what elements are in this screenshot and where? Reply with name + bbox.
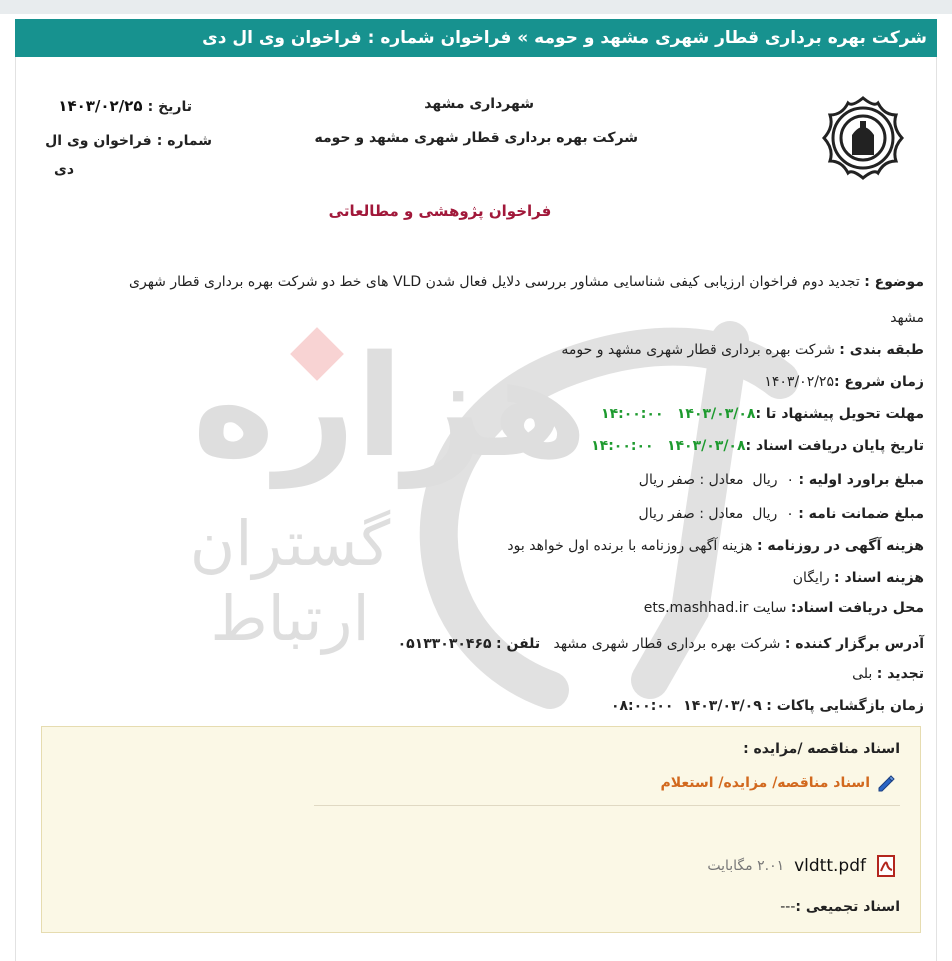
pdf-file-icon — [876, 855, 896, 877]
number-value: فراخوان وی ال — [45, 133, 152, 149]
estimate-label: مبلغ براورد اولیه : — [798, 472, 924, 488]
subject-value: تجدید دوم فراخوان ارزیابی کیفی شناسایی مشاور بررسی دلایل فعال شدن VLD های خط دو شرکت بهره برداری قطار شهری — [129, 274, 860, 290]
phone-label: تلفن : — [496, 636, 541, 652]
page-title-bar — [15, 19, 937, 57]
docs-link[interactable]: اسناد مناقصه/ مزایده/ استعلام — [660, 775, 870, 791]
ad-cost-value: هزینه آگهی روزنامه با برنده اول خواهد بود — [507, 538, 753, 554]
doc-cost-label: هزینه اسناد : — [834, 570, 924, 586]
aggregate-row — [780, 899, 900, 915]
number-label: شماره : — [156, 133, 212, 149]
opening-row — [611, 696, 924, 716]
edit-pencil-icon — [876, 773, 896, 793]
doc-end-label: تاریخ پایان دریافت اسناد : — [745, 438, 924, 454]
deadline-date: ۱۴۰۳/۰۳/۰۸ — [676, 406, 756, 422]
mashhad-municipality-logo — [816, 93, 910, 183]
documents-box — [41, 726, 921, 933]
org-line-2: شرکت بهره برداری قطار شهری مشهد و حومه — [314, 130, 638, 146]
start-row — [764, 372, 924, 392]
organizer-row — [398, 634, 924, 654]
guarantee-value: ۰ ریال معادل : صفر ریال — [638, 506, 794, 522]
renewal-label: تجدید : — [876, 666, 924, 682]
renewal-row — [852, 664, 924, 684]
doc-end-time: ۱۴:۰۰:۰۰ — [591, 438, 654, 454]
ad-cost-label: هزینه آگهی در روزنامه : — [756, 538, 924, 554]
estimate-value: ۰ ریال معادل : صفر ریال — [638, 472, 794, 488]
doc-place-value[interactable]: سایت ets.mashhad.ir — [643, 600, 787, 616]
docs-divider — [314, 805, 900, 806]
file-name-link[interactable]: vldtt.pdf — [794, 856, 866, 876]
file-row[interactable] — [707, 855, 896, 877]
aggregate-label: اسناد تجمیعی : — [795, 899, 900, 915]
org-line-1: شهرداری مشهد — [424, 96, 534, 112]
start-label: زمان شروع : — [833, 374, 924, 390]
doc-place-label: محل دریافت اسناد: — [790, 600, 924, 616]
doc-cost-value: رایگان — [792, 570, 830, 586]
watermark-main-text: هزاره — [192, 326, 588, 489]
deadline-time: ۱۴:۰۰:۰۰ — [601, 406, 664, 422]
estimate-row — [639, 470, 924, 490]
opening-label: زمان بازگشایی پاکات : — [766, 698, 924, 714]
deadline-label: مهلت تحویل پیشنهاد تا : — [755, 406, 924, 422]
subject-label: موضوع : — [864, 274, 924, 290]
file-size: ۲.۰۱ مگابایت — [707, 858, 785, 874]
ad-cost-row — [507, 536, 924, 556]
date-label: تاریخ : — [147, 99, 192, 115]
opening-value: ۱۴۰۳/۰۳/۰۹ ۰۸:۰۰:۰۰ — [610, 698, 762, 714]
aggregate-value: --- — [780, 899, 796, 915]
organizer-label: آدرس برگزار کننده : — [784, 636, 924, 652]
number-value-continued: دی — [53, 162, 74, 178]
doc-cost-row — [793, 568, 924, 588]
watermark-sub1-text: گستران — [189, 507, 391, 580]
subject-row-continued — [890, 308, 924, 328]
subject-row — [60, 272, 924, 292]
subject-value-continued: مشهد — [890, 310, 924, 326]
doc-place-row — [644, 598, 924, 618]
call-title: فراخوان پژوهشی و مطالعاتی — [328, 202, 552, 220]
classification-label: طبقه بندی : — [839, 342, 924, 358]
organizer-value: شرکت بهره برداری قطار شهری مشهد — [553, 636, 781, 652]
docs-link-row[interactable] — [660, 773, 896, 793]
deadline-row — [601, 404, 924, 424]
docs-section-label: اسناد مناقصه /مزایده : — [743, 741, 900, 757]
doc-end-date: ۱۴۰۳/۰۳/۰۸ — [666, 438, 746, 454]
date-row — [40, 96, 192, 115]
phone-value: ۰۵۱۳۳۰۳۰۴۶۵ — [397, 636, 492, 652]
classification-value: شرکت بهره برداری قطار شهری مشهد و حومه — [561, 342, 835, 358]
renewal-value: بلی — [852, 666, 873, 682]
doc-end-row — [591, 436, 924, 456]
guarantee-row — [639, 504, 924, 524]
start-value: ۱۴۰۳/۰۲/۲۵ — [764, 374, 834, 390]
guarantee-label: مبلغ ضمانت نامه : — [798, 506, 924, 522]
number-row — [40, 130, 212, 149]
classification-row — [561, 340, 924, 360]
date-value: ۱۴۰۳/۰۲/۲۵ — [58, 97, 143, 115]
page-title: شرکت بهره برداری قطار شهری مشهد و حومه » فراخوان شماره : فراخوان وی ال دی — [202, 28, 927, 48]
watermark-sub2-text: ارتباط — [210, 582, 370, 655]
top-strip — [0, 0, 952, 14]
